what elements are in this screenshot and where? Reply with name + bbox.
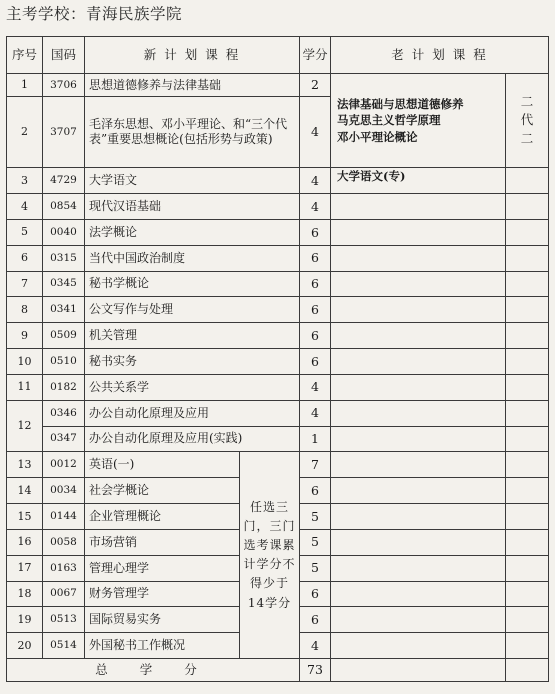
- row-seq: 12: [7, 400, 43, 452]
- table-row: [7, 74, 549, 97]
- row-seq: 11: [7, 374, 43, 400]
- row-course-name: 办公自动化原理及应用: [85, 400, 300, 426]
- table-row: [7, 168, 549, 194]
- old-plan-blank: [506, 478, 549, 504]
- total-label: 总 学 分: [7, 658, 300, 681]
- row-course-name: 大学语文: [85, 168, 300, 194]
- row-code: 0058: [43, 529, 85, 555]
- old-plan-blank: [506, 658, 549, 681]
- total-row: [7, 658, 549, 681]
- old-plan-blank: [506, 581, 549, 607]
- row-seq: 1: [7, 74, 43, 97]
- old-plan-blank: [506, 426, 549, 452]
- row-code: 0513: [43, 607, 85, 633]
- row-course-name: 毛泽东思想、邓小平理论、和“三个代表”重要思想概论(包括形势与政策): [85, 96, 300, 167]
- old-plan-blank: [331, 323, 506, 349]
- row-course-name: 外国秘书工作概况: [85, 633, 240, 659]
- elective-note: 任选三门，三门选考课累计学分不得少于14学分: [240, 452, 300, 659]
- row-code: 0182: [43, 374, 85, 400]
- row-credits: 4: [300, 633, 331, 659]
- header-code: 国码: [43, 37, 85, 74]
- old-plan-blank: [331, 297, 506, 323]
- row-code: 0347: [43, 426, 85, 452]
- old-plan-blank: [331, 452, 506, 478]
- row-credits: 4: [300, 400, 331, 426]
- row-credits: 6: [300, 297, 331, 323]
- old-plan-blank: [506, 245, 549, 271]
- row-credits: 5: [300, 555, 331, 581]
- old-plan-blank: [506, 349, 549, 375]
- row-seq: 8: [7, 297, 43, 323]
- row-seq: 19: [7, 607, 43, 633]
- row-code: 0510: [43, 349, 85, 375]
- row-course-name: 当代中国政治制度: [85, 245, 300, 271]
- row-seq: 2: [7, 96, 43, 167]
- old-plan-course: 马克思主义哲学原理: [337, 113, 441, 128]
- old-plan-blank: [506, 219, 549, 245]
- row-credits: 6: [300, 581, 331, 607]
- header-seq: 序号: [7, 37, 43, 74]
- row-credits: 6: [300, 607, 331, 633]
- old-plan-group1: [331, 74, 506, 168]
- old-plan-blank: [506, 555, 549, 581]
- row-seq: 20: [7, 633, 43, 659]
- row-code: 0034: [43, 478, 85, 504]
- old-plan-blank: [506, 374, 549, 400]
- row-seq: 15: [7, 504, 43, 530]
- table-row: [7, 323, 549, 349]
- row-credits: 6: [300, 245, 331, 271]
- old-plan-blank: [331, 658, 506, 681]
- row-course-name: 法学概论: [85, 219, 300, 245]
- row-seq: 3: [7, 168, 43, 194]
- row-credits: 2: [300, 74, 331, 97]
- old-plan-blank: [506, 607, 549, 633]
- row-seq: 18: [7, 581, 43, 607]
- old-plan-blank: [506, 168, 549, 194]
- table-header-row: [7, 37, 549, 74]
- row-seq: 16: [7, 529, 43, 555]
- total-credits: 73: [300, 658, 331, 681]
- header-new-plan: 新 计 划 课 程: [85, 37, 300, 74]
- row-seq: 5: [7, 219, 43, 245]
- header-credits: 学分: [300, 37, 331, 74]
- old-plan-blank: [506, 297, 549, 323]
- old-plan-course: 邓小平理论概论: [337, 130, 418, 145]
- table-row: [7, 194, 549, 220]
- row-code: 0315: [43, 245, 85, 271]
- row-code: 4729: [43, 168, 85, 194]
- old-plan-blank: [331, 478, 506, 504]
- row-course-name: 现代汉语基础: [85, 194, 300, 220]
- row-course-name: 管理心理学: [85, 555, 240, 581]
- old-plan-blank: [506, 529, 549, 555]
- table-row: [7, 400, 549, 426]
- row-code: 0509: [43, 323, 85, 349]
- row-seq: 7: [7, 271, 43, 297]
- row-course-name: 财务管理学: [85, 581, 240, 607]
- old-plan-row3: 大学语文(专): [331, 168, 506, 194]
- row-credits: 5: [300, 504, 331, 530]
- row-seq: 17: [7, 555, 43, 581]
- row-credits: 4: [300, 374, 331, 400]
- old-plan-blank: [506, 194, 549, 220]
- old-plan-blank: [331, 426, 506, 452]
- old-plan-blank: [331, 607, 506, 633]
- old-plan-blank: [506, 633, 549, 659]
- row-code: 0163: [43, 555, 85, 581]
- row-code: 0040: [43, 219, 85, 245]
- row-credits: 7: [300, 452, 331, 478]
- row-seq: 6: [7, 245, 43, 271]
- old-plan-blank: [331, 529, 506, 555]
- table-row: [7, 426, 549, 452]
- header-old-plan: 老 计 划 课 程: [331, 37, 549, 74]
- row-course-name: 英语(一): [85, 452, 240, 478]
- old-plan-blank: [331, 271, 506, 297]
- row-credits: 1: [300, 426, 331, 452]
- curriculum-table-wrapper: [6, 36, 548, 682]
- row-seq: 14: [7, 478, 43, 504]
- row-course-name: 思想道德修养与法律基础: [85, 74, 300, 97]
- curriculum-table: [6, 36, 549, 682]
- old-plan-blank: [331, 400, 506, 426]
- row-code: 0012: [43, 452, 85, 478]
- old-plan-blank: [506, 504, 549, 530]
- table-row: [7, 374, 549, 400]
- row-credits: 6: [300, 271, 331, 297]
- row-course-name: 市场营销: [85, 529, 240, 555]
- row-code: 0346: [43, 400, 85, 426]
- old-plan-group1-side: [506, 74, 549, 168]
- table-row: [7, 452, 549, 478]
- row-course-name: 企业管理概论: [85, 504, 240, 530]
- row-credits: 6: [300, 323, 331, 349]
- row-credits: 4: [300, 194, 331, 220]
- old-plan-blank: [506, 452, 549, 478]
- old-plan-blank: [331, 633, 506, 659]
- row-course-name: 国际贸易实务: [85, 607, 240, 633]
- old-plan-blank: [331, 219, 506, 245]
- row-course-name: 公文写作与处理: [85, 297, 300, 323]
- row-course-name: 办公自动化原理及应用(实践): [85, 426, 300, 452]
- table-row: [7, 297, 549, 323]
- old-plan-blank: [331, 504, 506, 530]
- old-plan-blank: [331, 194, 506, 220]
- row-credits: 5: [300, 529, 331, 555]
- row-credits: 4: [300, 96, 331, 167]
- table-row: [7, 245, 549, 271]
- page-header: 主考学校：青海民族学院: [6, 5, 183, 23]
- row-course-name: 秘书学概论: [85, 271, 300, 297]
- old-plan-blank: [331, 349, 506, 375]
- row-code: 0067: [43, 581, 85, 607]
- row-code: 0514: [43, 633, 85, 659]
- row-seq: 9: [7, 323, 43, 349]
- row-seq: 13: [7, 452, 43, 478]
- old-plan-course: 法律基础与思想道德修养: [337, 96, 464, 111]
- row-code: 0854: [43, 194, 85, 220]
- row-code: 0144: [43, 504, 85, 530]
- row-credits: 6: [300, 478, 331, 504]
- row-seq: 10: [7, 349, 43, 375]
- old-plan-blank: [331, 245, 506, 271]
- old-plan-blank: [506, 400, 549, 426]
- old-plan-blank: [506, 271, 549, 297]
- row-course-name: 社会学概论: [85, 478, 240, 504]
- old-plan-blank: [331, 581, 506, 607]
- table-row: [7, 219, 549, 245]
- row-course-name: 机关管理: [85, 323, 300, 349]
- row-code: 0341: [43, 297, 85, 323]
- row-code: 3707: [43, 96, 85, 167]
- row-code: 0345: [43, 271, 85, 297]
- old-plan-blank: [331, 374, 506, 400]
- row-course-name: 公共关系学: [85, 374, 300, 400]
- row-seq: 4: [7, 194, 43, 220]
- row-credits: 4: [300, 168, 331, 194]
- row-course-name: 秘书实务: [85, 349, 300, 375]
- table-row: [7, 349, 549, 375]
- old-plan-blank: [506, 323, 549, 349]
- row-credits: 6: [300, 219, 331, 245]
- old-plan-blank: [331, 555, 506, 581]
- row-credits: 6: [300, 349, 331, 375]
- old-plan-side-text: 二代二: [520, 93, 534, 147]
- table-row: [7, 271, 549, 297]
- row-code: 3706: [43, 74, 85, 97]
